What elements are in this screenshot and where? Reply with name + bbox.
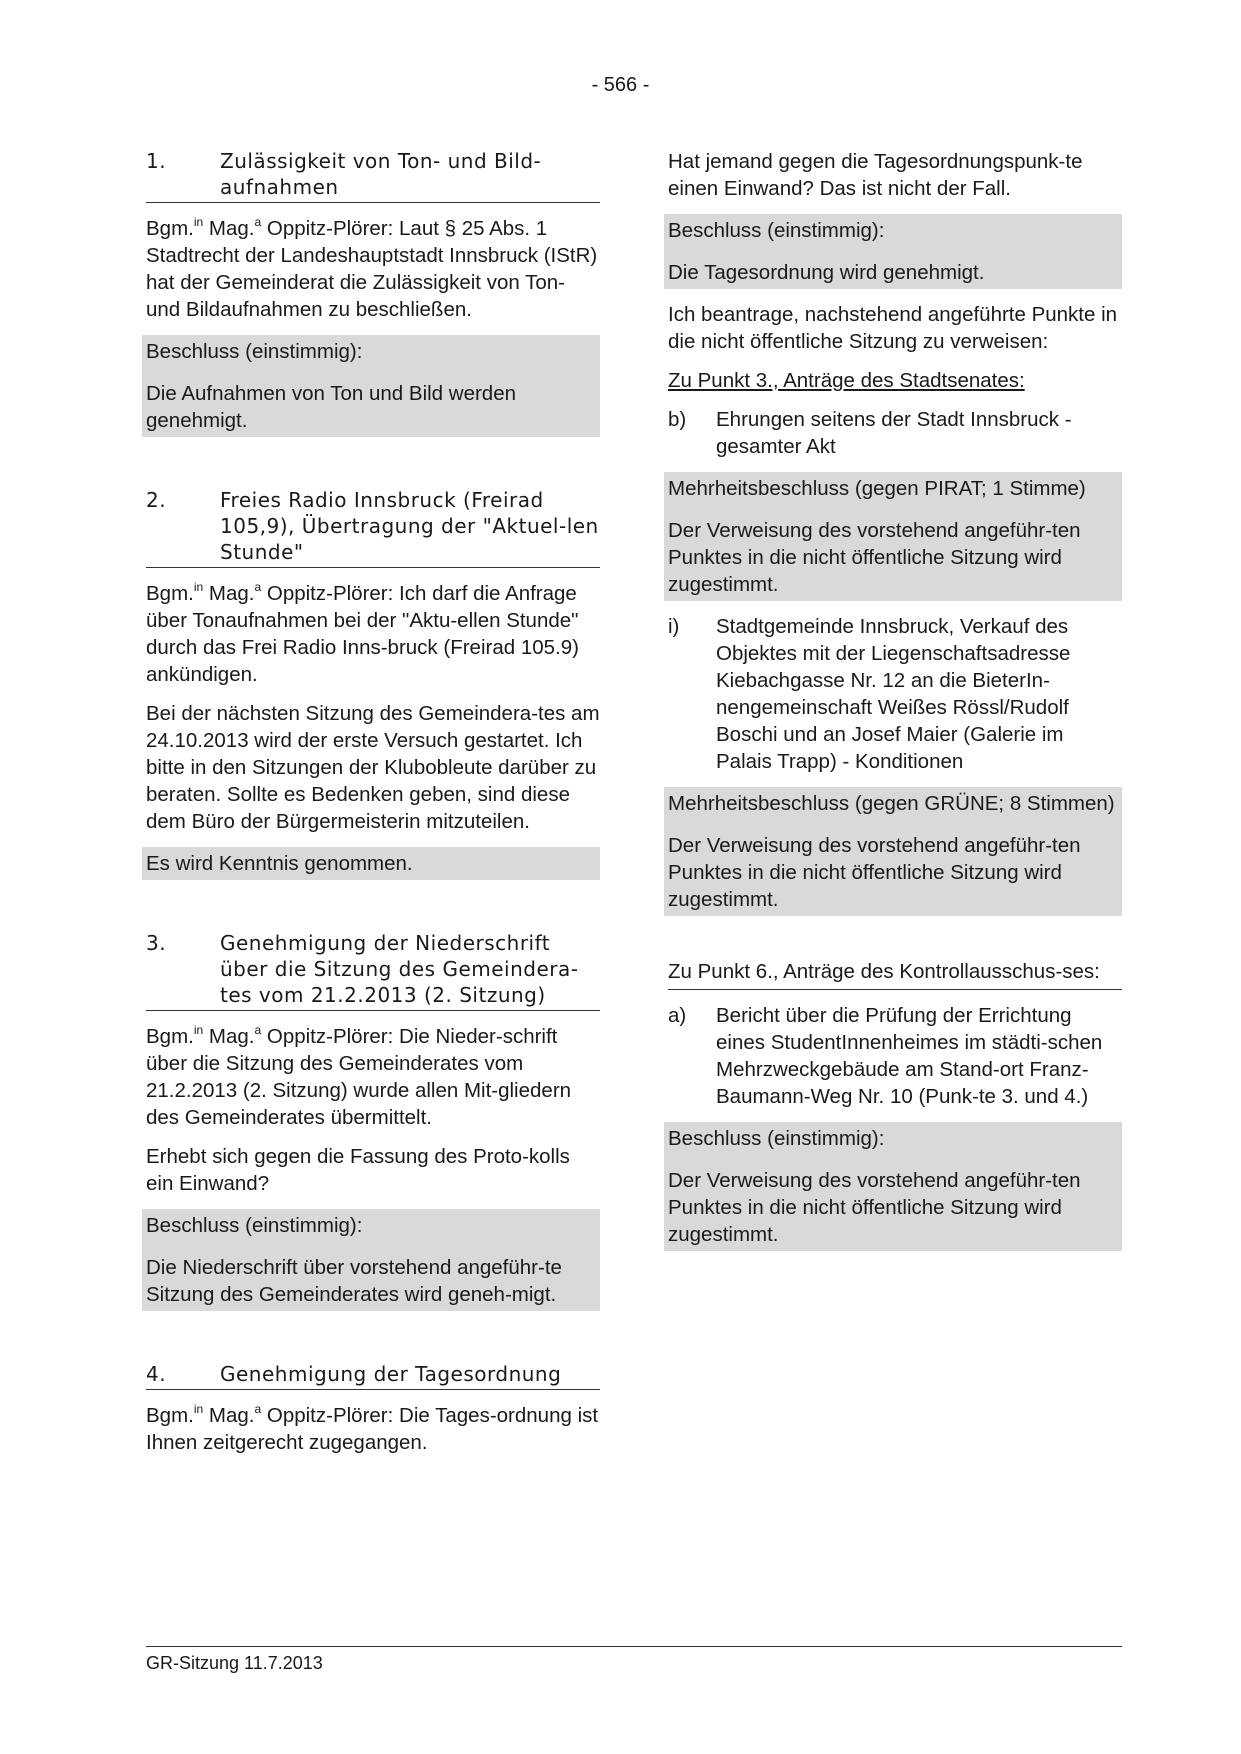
- resolution-label: Beschluss (einstimmig):: [142, 335, 600, 374]
- body-paragraph: Ich beantrage, nachstehend angeführte Punkte in die nicht öffentliche Sitzung zu verweisen:: [668, 303, 1118, 353]
- item-label: b): [668, 408, 687, 431]
- speech-paragraph: Bgm.$^{in}$ Mag.$^a$ Oppitz-Plörer: Laut § 25 Abs. 1 Stadtrecht der Landeshauptstadt Innsbruck (IStR) hat der Gemeinderat die Zulässigkeit von Ton- und Bildaufnahmen zu beschließen.: [146, 215, 598, 321]
- list-item-b: [668, 406, 1122, 460]
- resolution-label: Beschluss (einstimmig):: [664, 214, 1122, 253]
- body-paragraph: Erhebt sich gegen die Fassung des Proto-kolls ein Einwand?: [146, 1145, 570, 1195]
- resolution-text: Die Tagesordnung wird genehmigt.: [664, 253, 1122, 289]
- intro-paragraph: Hat jemand gegen die Tagesordnungspunk-te einen Einwand? Das ist nicht der Fall.: [668, 150, 1083, 200]
- section-title: Zulässigkeit von Ton- und Bild-aufnahmen: [220, 149, 542, 199]
- punkt-6-heading: Zu Punkt 6., Anträge des Kontrollausschus-ses:: [668, 958, 1122, 990]
- item-text: Ehrungen seitens der Stadt Innsbruck - gesamter Akt: [716, 408, 1072, 458]
- item-text: Bericht über die Prüfung der Errichtung eines StudentInnenheimes im städti-schen Mehrzweckgebäude am Stand-ort Franz-Baumann-Weg Nr. 10 (Punk-te 3. und 4.): [716, 1004, 1103, 1108]
- section-number: 4.: [146, 1362, 167, 1386]
- section-number: 3.: [146, 931, 167, 955]
- right-column: [668, 148, 1122, 1263]
- list-item-i: [668, 613, 1122, 775]
- speech-paragraph: Bgm.$^{in}$ Mag.$^a$ Oppitz-Plörer: Die Tages-ordnung ist Ihnen zeitgerecht zugegangen.: [146, 1402, 599, 1454]
- speech-paragraph: Bgm.$^{in}$ Mag.$^a$ Oppitz-Plörer: Ich darf die Anfrage über Tonaufnahmen bei der "Aktu-ellen Stunde" durch das Frei Radio Inns-bruck (Freirad 105.9) ankündigen.: [146, 580, 579, 686]
- section-number: 1.: [146, 149, 167, 173]
- item-text: Stadtgemeinde Innsbruck, Verkauf des Objektes mit der Liegenschaftsadresse Kiebachgasse Nr. 12 an die BieterIn-nengemeinschaft Weißes Rössl/Rudolf Boschi und an Josef Maier (Galerie im Palais Trapp) - Konditionen: [716, 615, 1071, 773]
- section-2-heading: [146, 487, 600, 568]
- page-number: - 566 -: [591, 74, 650, 96]
- footer-rule: [146, 1646, 1122, 1647]
- resolution-text: Der Verweisung des vorstehend angeführ-ten Punktes in die nicht öffentliche Sitzung wird zugestimmt.: [664, 1161, 1122, 1251]
- resolution-label: Beschluss (einstimmig):: [142, 1209, 600, 1248]
- section-3-heading: [146, 930, 600, 1011]
- speech-paragraph: Bgm.$^{in}$ Mag.$^a$ Oppitz-Plörer: Die Nieder-schrift über die Sitzung des Gemeinderates vom 21.2.2013 (2. Sitzung) wurde allen Mit-gliedern des Gemeinderates übermittelt.: [146, 1023, 572, 1129]
- resolution-label: Beschluss (einstimmig):: [664, 1122, 1122, 1161]
- majority-resolution: Mehrheitsbeschluss (gegen GRÜNE; 8 Stimmen): [664, 787, 1122, 826]
- section-number: 2.: [146, 488, 167, 512]
- list-item-a: [668, 1002, 1122, 1110]
- resolution-text: Die Aufnahmen von Ton und Bild werden genehmigt.: [142, 374, 600, 437]
- resolution-text: Der Verweisung des vorstehend angeführ-ten Punktes in die nicht öffentliche Sitzung wird zugestimmt.: [664, 826, 1122, 916]
- section-title: Genehmigung der Tagesordnung: [220, 1362, 562, 1386]
- resolution-text: Der Verweisung des vorstehend angeführ-ten Punktes in die nicht öffentliche Sitzung wird zugestimmt.: [664, 511, 1122, 601]
- footer-text: GR-Sitzung 11.7.2013: [146, 1653, 323, 1673]
- left-column: [146, 148, 600, 1468]
- body-paragraph: Bei der nächsten Sitzung des Gemeindera-tes am 24.10.2013 wird der erste Versuch gestartet. Ich bitte in den Sitzungen der Klubobleute darüber zu beraten. Sollte es Bedenken geben, sind diese dem Büro der Bürgermeisterin mitzuteilen.: [146, 702, 600, 833]
- section-4-heading: [146, 1361, 600, 1390]
- section-title: Genehmigung der Niederschrift über die Sitzung des Gemeindera-tes vom 21.2.2013 (2. Sitzung): [220, 931, 579, 1007]
- majority-resolution: Mehrheitsbeschluss (gegen PIRAT; 1 Stimme): [664, 472, 1122, 511]
- punkt-3-heading: Zu Punkt 3., Anträge des Stadtsenates:: [668, 369, 1025, 392]
- resolution-text: Es wird Kenntnis genommen.: [142, 847, 600, 880]
- resolution-text: Die Niederschrift über vorstehend angeführ-te Sitzung des Gemeinderates wird geneh-migt.: [142, 1248, 600, 1311]
- item-label: i): [668, 615, 680, 638]
- section-title: Freies Radio Innsbruck (Freirad 105,9), Übertragung der "Aktuel-len Stunde": [220, 488, 599, 564]
- item-label: a): [668, 1004, 687, 1027]
- section-1-heading: [146, 148, 600, 203]
